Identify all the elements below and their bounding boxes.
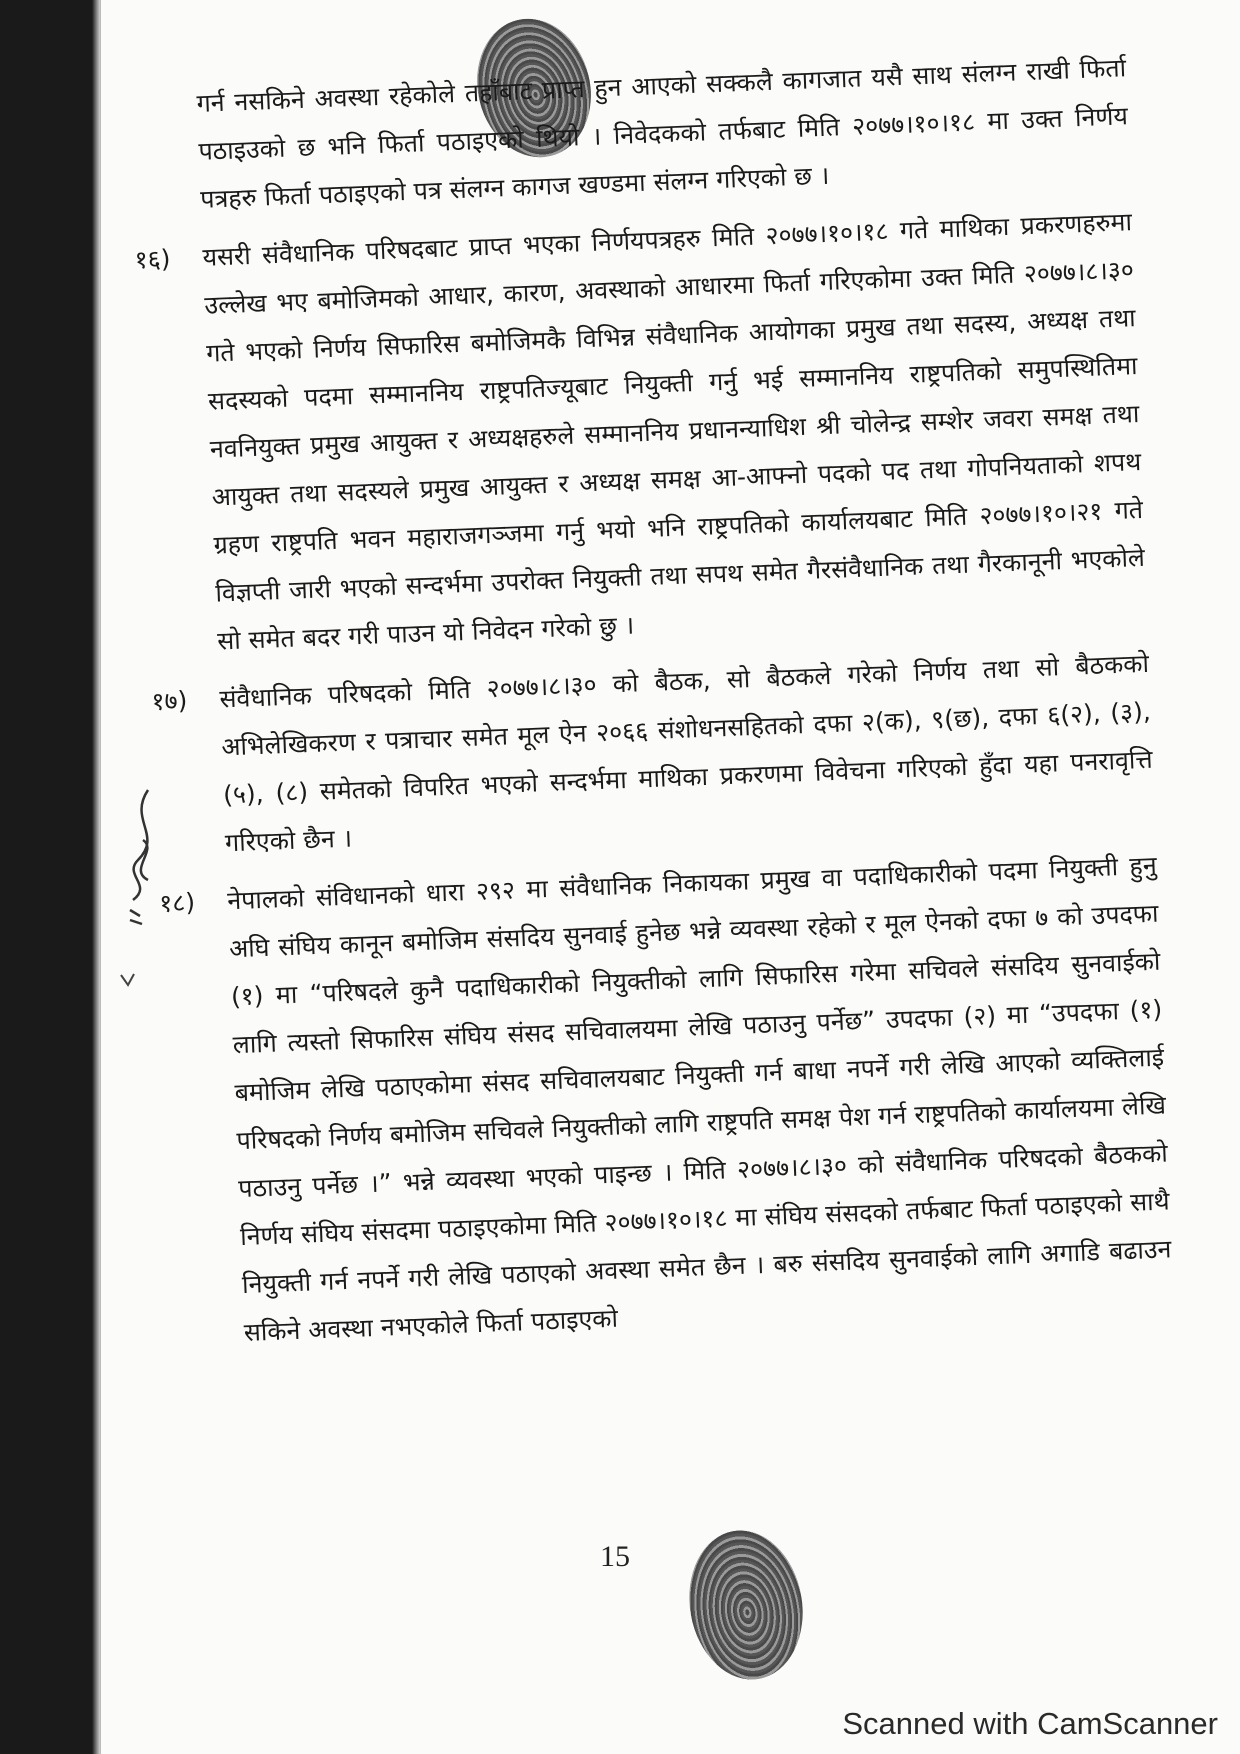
paragraph-number: १७) bbox=[151, 685, 188, 717]
scan-shadow-edge bbox=[0, 0, 110, 1754]
margin-mark-icon bbox=[118, 970, 138, 990]
paragraph-18 bbox=[158, 842, 1174, 1357]
scanner-watermark: Scanned with CamScanner bbox=[842, 1706, 1218, 1741]
paragraph-16 bbox=[134, 198, 1148, 665]
document-body bbox=[134, 24, 1175, 1367]
page-number: 15 bbox=[600, 1540, 630, 1573]
paragraph-text: यसरी संवैधानिक परिषदबाट प्राप्त भएका निर्णयपत्रहरु मिति २०७७।१०।१८ गते माथिका प्रकरणहरुमा उल्लेख भए बमोजिमको आधार, कारण, अवस्थाको आधारमा फिर्ता गरिएकोमा उक्त मिति २०७७।८।३० गते भएको निर्णय सिफारिस बमोजिमकै विभिन्न संवैधानिक आयोगका प्रमुख तथा सदस्य, अध्यक्ष तथा सदस्यको पदमा सम्माननिय राष्ट्रपतिज्यूबाट नियुक्ती गर्नु भई सम्माननिय राष्ट्रपतिको समुपस्थितिमा नवनियुक्त प्रमुख आयुक्त र अध्यक्षहरुले सम्माननिय प्रधानन्याधिश श्री चोलेन्द्र सम्शेर जवरा समक्ष तथा आयुक्त तथा सदस्यले प्रमुख आयुक्त र अध्यक्ष समक्ष आ-आफ्नो पदको पद तथा गोपनियताको शपथ ग्रहण राष्ट्रपति भवन महाराजगञ्जमा गर्नु भयो भनि राष्ट्रपतिको कार्यालयबाट मिति २०७७।१०।२१ गते विज्ञप्ती जारी भएको सन्दर्भमा उपरोक्त नियुक्ती तथा सपथ समेत गैरसंवैधानिक तथा गैरकानूनी भएकोले सो समेत बदर गरी पाउन यो निवेदन गरेको छु । bbox=[202, 207, 1146, 656]
paragraph-text: नेपालको संविधानको धारा २९२ मा संवैधानिक निकायका प्रमुख वा पदाधिकारीको पदमा नियुक्ती हुनु अघि संघिय कानून बमोजिम संसदिय सुनवाई हुनेछ भन्ने व्यवस्था रहेको र मूल ऐनको दफा ७ को उपदफा (१) मा “परिषदले कुनै पदाधिकारीको नियुक्तीको लागि सिफारिस गरेमा सचिवले संसदिय सुनवाईको लागि त्यस्तो सिफारिस संघिय संसद सचिवालयमा लेखि पठाउनु पर्नेछ” उपदफा (२) मा “उपदफा (१) बमोजिम लेखि पठाएकोमा संसद सचिवालयबाट नियुक्ती गर्न बाधा नपर्ने गरी लेखि आएको व्यक्तिलाई परिषदको निर्णय बमोजिम सचिवले नियुक्तीको लागि राष्ट्रपति समक्ष पेश गर्न राष्ट्रपतिको कार्यालयमा लेखि पठाउनु पर्नेछ ।” भन्ने व्यवस्था भएको पाइन्छ । मिति २०७७।८।३० को संवैधानिक परिषदको बैठकको निर्णय संघिय संसदमा पठाइएकोमा मिति २०७७।१०।१८ मा संघिय संसदको तर्फबाट फिर्ता पठाइएको साथै नियुक्ती गर्न नपर्ने गरी लेखि पठाएको अवस्था समेत छैन । बरु संसदिय सुनवाईको लागि अगाडि बढाउन सकिने अवस्था नभएकोले फिर्ता पठाइएको bbox=[226, 850, 1172, 1348]
paragraph-continued bbox=[196, 44, 1131, 224]
paragraph-number: १६) bbox=[134, 244, 171, 275]
paragraph-text: गर्न नसकिने अवस्था रहेकोले तहाँबाट प्राप्त हुन आएको सक्कलै कागजात यसै साथ संलग्न राखी फिर्ता पठाइउको छ भनि फिर्ता पठाइएको थियो । निवेदकको तर्फबाट मिति २०७७।१०।१८ मा उक्त निर्णय पत्रहरु फिर्ता पठाइएको पत्र संलग्न कागज खण्डमा संलग्न गरिएको छ । bbox=[196, 53, 1129, 214]
paragraph-17 bbox=[151, 640, 1156, 868]
paragraph-number: १८) bbox=[158, 887, 196, 918]
paragraph-text: संवैधानिक परिषदको मिति २०७७।८।३० को बैठक, सो बैठकले गरेको निर्णय तथा सो बैठकको अभिलेखिकरण र पत्राचार समेत मूल ऐन २०६६ संशोधनसहितको दफा २(क), ९(छ), दफा ६(२), (३), (५), (८) समेतको विपरित भएको सन्दर्भमा माथिका प्रकरणमा विवेचना गरिएको हुँदा यहा पनरावृत्ति गरिएको छैन । bbox=[218, 648, 1154, 858]
